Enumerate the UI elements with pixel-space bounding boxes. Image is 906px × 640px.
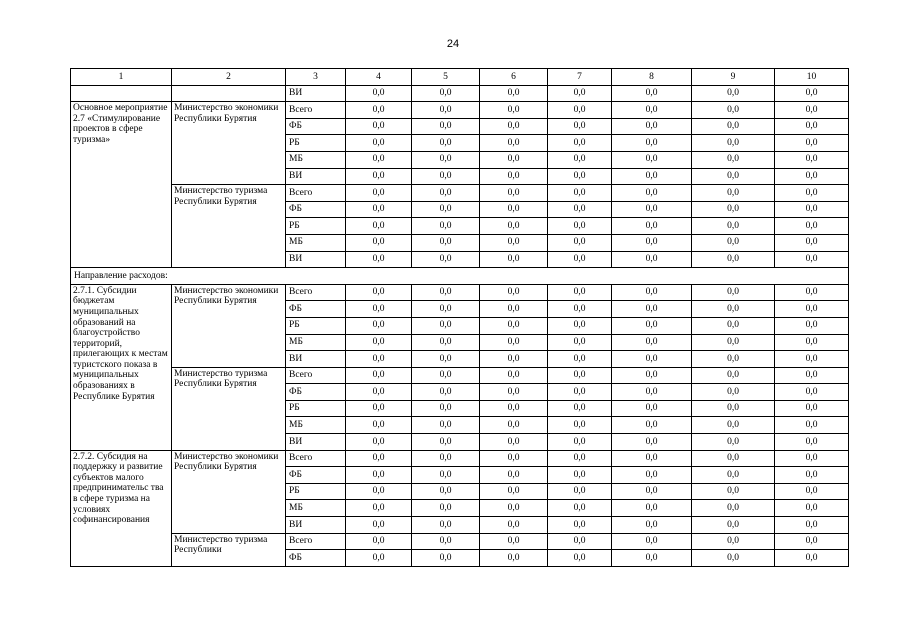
value-cell: 0,0 bbox=[548, 434, 612, 451]
value-cell: 0,0 bbox=[775, 517, 849, 534]
value-cell: 0,0 bbox=[480, 483, 548, 500]
value-cell: 0,0 bbox=[612, 334, 692, 351]
value-cell: 0,0 bbox=[548, 417, 612, 434]
value-cell: 0,0 bbox=[612, 218, 692, 235]
executor-name: Министерство экономики Республики Бурятия bbox=[172, 284, 286, 367]
table-row bbox=[71, 533, 849, 550]
table-row bbox=[71, 450, 849, 467]
value-cell: 0,0 bbox=[412, 102, 480, 119]
funding-source-code: ФБ bbox=[286, 550, 346, 567]
value-cell: 0,0 bbox=[480, 434, 548, 451]
column-header: 7 bbox=[548, 69, 612, 86]
value-cell: 0,0 bbox=[548, 550, 612, 567]
value-cell: 0,0 bbox=[692, 301, 775, 318]
value-cell: 0,0 bbox=[775, 135, 849, 152]
value-cell: 0,0 bbox=[480, 102, 548, 119]
value-cell: 0,0 bbox=[346, 500, 412, 517]
value-cell: 0,0 bbox=[412, 400, 480, 417]
value-cell: 0,0 bbox=[775, 417, 849, 434]
value-cell: 0,0 bbox=[612, 234, 692, 251]
value-cell: 0,0 bbox=[612, 102, 692, 119]
value-cell: 0,0 bbox=[346, 85, 412, 102]
value-cell: 0,0 bbox=[480, 201, 548, 218]
value-cell: 0,0 bbox=[346, 467, 412, 484]
executor-name: Министерство туризма Республики bbox=[172, 533, 286, 566]
value-cell: 0,0 bbox=[692, 185, 775, 202]
value-cell: 0,0 bbox=[612, 118, 692, 135]
value-cell: 0,0 bbox=[346, 201, 412, 218]
value-cell: 0,0 bbox=[775, 467, 849, 484]
measure-name: 2.7.1. Субсидии бюджетам муниципальных образований на благоустройство территорий, прилегающих к местам туристского показа в муниципальных образованиях в Республике Бурятия bbox=[71, 284, 172, 450]
funding-source-code: РБ bbox=[286, 400, 346, 417]
section-note: Направление расходов: bbox=[71, 268, 849, 285]
value-cell: 0,0 bbox=[692, 118, 775, 135]
value-cell: 0,0 bbox=[480, 317, 548, 334]
value-cell: 0,0 bbox=[412, 550, 480, 567]
value-cell: 0,0 bbox=[548, 533, 612, 550]
value-cell: 0,0 bbox=[548, 85, 612, 102]
funding-source-code: Всего bbox=[286, 284, 346, 301]
value-cell: 0,0 bbox=[346, 384, 412, 401]
value-cell: 0,0 bbox=[480, 135, 548, 152]
value-cell: 0,0 bbox=[548, 185, 612, 202]
value-cell: 0,0 bbox=[480, 400, 548, 417]
value-cell: 0,0 bbox=[548, 483, 612, 500]
value-cell: 0,0 bbox=[612, 317, 692, 334]
value-cell: 0,0 bbox=[412, 533, 480, 550]
value-cell: 0,0 bbox=[612, 517, 692, 534]
funding-source-code: РБ bbox=[286, 317, 346, 334]
value-cell: 0,0 bbox=[480, 251, 548, 268]
value-cell: 0,0 bbox=[480, 301, 548, 318]
funding-source-code: ФБ bbox=[286, 467, 346, 484]
value-cell: 0,0 bbox=[412, 218, 480, 235]
value-cell: 0,0 bbox=[548, 517, 612, 534]
value-cell: 0,0 bbox=[346, 151, 412, 168]
value-cell: 0,0 bbox=[775, 334, 849, 351]
value-cell: 0,0 bbox=[692, 533, 775, 550]
value-cell: 0,0 bbox=[480, 284, 548, 301]
value-cell: 0,0 bbox=[480, 450, 548, 467]
value-cell: 0,0 bbox=[775, 251, 849, 268]
value-cell: 0,0 bbox=[775, 301, 849, 318]
value-cell: 0,0 bbox=[692, 317, 775, 334]
value-cell: 0,0 bbox=[612, 384, 692, 401]
value-cell: 0,0 bbox=[346, 400, 412, 417]
value-cell: 0,0 bbox=[412, 500, 480, 517]
value-cell: 0,0 bbox=[412, 284, 480, 301]
value-cell: 0,0 bbox=[692, 151, 775, 168]
value-cell: 0,0 bbox=[775, 102, 849, 119]
value-cell: 0,0 bbox=[612, 251, 692, 268]
value-cell: 0,0 bbox=[480, 384, 548, 401]
value-cell: 0,0 bbox=[346, 118, 412, 135]
funding-source-code: ФБ bbox=[286, 201, 346, 218]
value-cell: 0,0 bbox=[612, 284, 692, 301]
value-cell: 0,0 bbox=[548, 467, 612, 484]
value-cell: 0,0 bbox=[775, 384, 849, 401]
value-cell: 0,0 bbox=[412, 367, 480, 384]
value-cell: 0,0 bbox=[775, 500, 849, 517]
value-cell: 0,0 bbox=[612, 301, 692, 318]
value-cell: 0,0 bbox=[775, 151, 849, 168]
value-cell: 0,0 bbox=[480, 467, 548, 484]
value-cell: 0,0 bbox=[412, 85, 480, 102]
column-header: 8 bbox=[612, 69, 692, 86]
funding-source-code: РБ bbox=[286, 218, 346, 235]
table-body bbox=[71, 69, 849, 567]
value-cell: 0,0 bbox=[480, 334, 548, 351]
value-cell: 0,0 bbox=[548, 118, 612, 135]
value-cell: 0,0 bbox=[612, 168, 692, 185]
value-cell: 0,0 bbox=[412, 450, 480, 467]
funding-source-code: Всего bbox=[286, 533, 346, 550]
funding-source-code: ФБ bbox=[286, 301, 346, 318]
header-row bbox=[71, 69, 849, 86]
value-cell: 0,0 bbox=[346, 218, 412, 235]
value-cell: 0,0 bbox=[548, 135, 612, 152]
value-cell: 0,0 bbox=[692, 334, 775, 351]
column-header: 3 bbox=[286, 69, 346, 86]
value-cell: 0,0 bbox=[412, 384, 480, 401]
value-cell: 0,0 bbox=[612, 201, 692, 218]
value-cell: 0,0 bbox=[412, 317, 480, 334]
funding-source-code: МБ bbox=[286, 417, 346, 434]
value-cell: 0,0 bbox=[612, 151, 692, 168]
value-cell: 0,0 bbox=[612, 533, 692, 550]
value-cell: 0,0 bbox=[612, 434, 692, 451]
value-cell: 0,0 bbox=[412, 483, 480, 500]
funding-source-code: ВИ bbox=[286, 251, 346, 268]
page-number: 24 bbox=[446, 38, 460, 50]
value-cell: 0,0 bbox=[412, 151, 480, 168]
value-cell: 0,0 bbox=[346, 550, 412, 567]
value-cell: 0,0 bbox=[692, 351, 775, 368]
value-cell: 0,0 bbox=[346, 351, 412, 368]
value-cell: 0,0 bbox=[548, 367, 612, 384]
executor-name: Министерство туризма Республики Бурятия bbox=[172, 185, 286, 268]
value-cell: 0,0 bbox=[692, 284, 775, 301]
value-cell: 0,0 bbox=[548, 301, 612, 318]
value-cell: 0,0 bbox=[412, 434, 480, 451]
value-cell: 0,0 bbox=[692, 102, 775, 119]
value-cell: 0,0 bbox=[548, 251, 612, 268]
funding-source-code: ВИ bbox=[286, 517, 346, 534]
value-cell: 0,0 bbox=[480, 118, 548, 135]
funding-source-code: Всего bbox=[286, 367, 346, 384]
funding-source-code: Всего bbox=[286, 185, 346, 202]
value-cell: 0,0 bbox=[346, 185, 412, 202]
value-cell: 0,0 bbox=[692, 517, 775, 534]
value-cell: 0,0 bbox=[346, 168, 412, 185]
value-cell: 0,0 bbox=[480, 168, 548, 185]
value-cell: 0,0 bbox=[548, 450, 612, 467]
value-cell: 0,0 bbox=[548, 218, 612, 235]
value-cell: 0,0 bbox=[346, 517, 412, 534]
column-header: 2 bbox=[172, 69, 286, 86]
value-cell: 0,0 bbox=[548, 284, 612, 301]
value-cell: 0,0 bbox=[775, 450, 849, 467]
value-cell: 0,0 bbox=[480, 417, 548, 434]
value-cell: 0,0 bbox=[775, 168, 849, 185]
value-cell: 0,0 bbox=[692, 367, 775, 384]
value-cell: 0,0 bbox=[775, 367, 849, 384]
funding-source-code: РБ bbox=[286, 135, 346, 152]
table-row bbox=[71, 85, 849, 102]
funding-source-code: МБ bbox=[286, 500, 346, 517]
value-cell: 0,0 bbox=[692, 417, 775, 434]
value-cell: 0,0 bbox=[346, 284, 412, 301]
value-cell: 0,0 bbox=[775, 85, 849, 102]
value-cell: 0,0 bbox=[775, 550, 849, 567]
executor-name: Министерство экономики Республики Бурятия bbox=[172, 102, 286, 185]
column-header: 4 bbox=[346, 69, 412, 86]
measure-name: 2.7.2. Субсидия на поддержку и развитие субъектов малого предпринимательс тва в сфере туризма на условиях софинансирования bbox=[71, 450, 172, 566]
value-cell: 0,0 bbox=[548, 317, 612, 334]
value-cell: 0,0 bbox=[412, 251, 480, 268]
value-cell: 0,0 bbox=[775, 284, 849, 301]
value-cell: 0,0 bbox=[412, 334, 480, 351]
value-cell: 0,0 bbox=[692, 201, 775, 218]
value-cell: 0,0 bbox=[548, 102, 612, 119]
value-cell: 0,0 bbox=[346, 417, 412, 434]
value-cell: 0,0 bbox=[692, 550, 775, 567]
table-row bbox=[71, 367, 849, 384]
value-cell: 0,0 bbox=[412, 185, 480, 202]
value-cell: 0,0 bbox=[612, 467, 692, 484]
value-cell: 0,0 bbox=[548, 384, 612, 401]
value-cell: 0,0 bbox=[346, 251, 412, 268]
table-row bbox=[71, 102, 849, 119]
value-cell: 0,0 bbox=[480, 151, 548, 168]
funding-source-code: ВИ bbox=[286, 168, 346, 185]
value-cell: 0,0 bbox=[775, 118, 849, 135]
value-cell: 0,0 bbox=[548, 234, 612, 251]
value-cell: 0,0 bbox=[612, 135, 692, 152]
value-cell: 0,0 bbox=[692, 467, 775, 484]
value-cell: 0,0 bbox=[346, 367, 412, 384]
value-cell: 0,0 bbox=[775, 234, 849, 251]
column-header: 10 bbox=[775, 69, 849, 86]
value-cell: 0,0 bbox=[612, 500, 692, 517]
funding-source-code: ФБ bbox=[286, 118, 346, 135]
funding-source-code: Всего bbox=[286, 102, 346, 119]
value-cell: 0,0 bbox=[412, 168, 480, 185]
funding-source-code: ВИ bbox=[286, 351, 346, 368]
value-cell: 0,0 bbox=[692, 434, 775, 451]
column-header: 9 bbox=[692, 69, 775, 86]
budget-table bbox=[70, 68, 849, 567]
value-cell: 0,0 bbox=[692, 168, 775, 185]
value-cell: 0,0 bbox=[480, 185, 548, 202]
funding-source-code: ФБ bbox=[286, 384, 346, 401]
value-cell: 0,0 bbox=[612, 450, 692, 467]
value-cell: 0,0 bbox=[346, 234, 412, 251]
value-cell: 0,0 bbox=[548, 334, 612, 351]
value-cell: 0,0 bbox=[346, 533, 412, 550]
value-cell: 0,0 bbox=[775, 434, 849, 451]
value-cell: 0,0 bbox=[412, 201, 480, 218]
funding-source-code: МБ bbox=[286, 334, 346, 351]
value-cell: 0,0 bbox=[692, 218, 775, 235]
table-row bbox=[71, 185, 849, 202]
value-cell: 0,0 bbox=[346, 135, 412, 152]
value-cell: 0,0 bbox=[480, 234, 548, 251]
value-cell: 0,0 bbox=[612, 85, 692, 102]
funding-source-code: ВИ bbox=[286, 434, 346, 451]
value-cell: 0,0 bbox=[692, 500, 775, 517]
value-cell: 0,0 bbox=[775, 533, 849, 550]
funding-source-code: МБ bbox=[286, 151, 346, 168]
value-cell: 0,0 bbox=[775, 483, 849, 500]
value-cell: 0,0 bbox=[412, 234, 480, 251]
column-header: 1 bbox=[71, 69, 172, 86]
funding-source-code: ВИ bbox=[286, 85, 346, 102]
value-cell: 0,0 bbox=[692, 400, 775, 417]
value-cell: 0,0 bbox=[346, 102, 412, 119]
value-cell: 0,0 bbox=[346, 434, 412, 451]
value-cell: 0,0 bbox=[548, 351, 612, 368]
value-cell: 0,0 bbox=[692, 251, 775, 268]
value-cell: 0,0 bbox=[692, 135, 775, 152]
value-cell: 0,0 bbox=[480, 85, 548, 102]
value-cell: 0,0 bbox=[775, 351, 849, 368]
funding-source-code: РБ bbox=[286, 483, 346, 500]
funding-source-code: МБ bbox=[286, 234, 346, 251]
table-row bbox=[71, 284, 849, 301]
value-cell: 0,0 bbox=[480, 500, 548, 517]
value-cell: 0,0 bbox=[548, 151, 612, 168]
value-cell: 0,0 bbox=[480, 351, 548, 368]
executor-name: Министерство туризма Республики Бурятия bbox=[172, 367, 286, 450]
executor-name: Министерство экономики Республики Бурятия bbox=[172, 450, 286, 533]
value-cell: 0,0 bbox=[480, 367, 548, 384]
value-cell: 0,0 bbox=[692, 450, 775, 467]
value-cell: 0,0 bbox=[775, 201, 849, 218]
value-cell: 0,0 bbox=[612, 351, 692, 368]
value-cell: 0,0 bbox=[412, 118, 480, 135]
value-cell: 0,0 bbox=[480, 517, 548, 534]
value-cell: 0,0 bbox=[692, 85, 775, 102]
value-cell: 0,0 bbox=[412, 417, 480, 434]
value-cell: 0,0 bbox=[346, 301, 412, 318]
value-cell: 0,0 bbox=[346, 483, 412, 500]
value-cell: 0,0 bbox=[612, 550, 692, 567]
value-cell: 0,0 bbox=[692, 483, 775, 500]
section-note-row bbox=[71, 268, 849, 285]
measure-name: Основное мероприятие 2.7 «Стимулирование проектов в сфере туризма» bbox=[71, 102, 172, 268]
value-cell: 0,0 bbox=[346, 450, 412, 467]
column-header: 6 bbox=[480, 69, 548, 86]
funding-source-code: Всего bbox=[286, 450, 346, 467]
item-name-cell bbox=[71, 85, 172, 102]
value-cell: 0,0 bbox=[480, 550, 548, 567]
value-cell: 0,0 bbox=[346, 334, 412, 351]
value-cell: 0,0 bbox=[412, 135, 480, 152]
value-cell: 0,0 bbox=[612, 185, 692, 202]
value-cell: 0,0 bbox=[412, 517, 480, 534]
value-cell: 0,0 bbox=[412, 301, 480, 318]
column-header: 5 bbox=[412, 69, 480, 86]
value-cell: 0,0 bbox=[480, 218, 548, 235]
value-cell: 0,0 bbox=[412, 351, 480, 368]
value-cell: 0,0 bbox=[775, 400, 849, 417]
value-cell: 0,0 bbox=[692, 234, 775, 251]
value-cell: 0,0 bbox=[412, 467, 480, 484]
value-cell: 0,0 bbox=[775, 218, 849, 235]
value-cell: 0,0 bbox=[548, 400, 612, 417]
value-cell: 0,0 bbox=[612, 400, 692, 417]
value-cell: 0,0 bbox=[548, 500, 612, 517]
value-cell: 0,0 bbox=[612, 367, 692, 384]
value-cell: 0,0 bbox=[480, 533, 548, 550]
value-cell: 0,0 bbox=[612, 483, 692, 500]
value-cell: 0,0 bbox=[346, 317, 412, 334]
value-cell: 0,0 bbox=[692, 384, 775, 401]
value-cell: 0,0 bbox=[548, 168, 612, 185]
executor-cell bbox=[172, 85, 286, 102]
value-cell: 0,0 bbox=[775, 185, 849, 202]
value-cell: 0,0 bbox=[548, 201, 612, 218]
value-cell: 0,0 bbox=[775, 317, 849, 334]
value-cell: 0,0 bbox=[612, 417, 692, 434]
